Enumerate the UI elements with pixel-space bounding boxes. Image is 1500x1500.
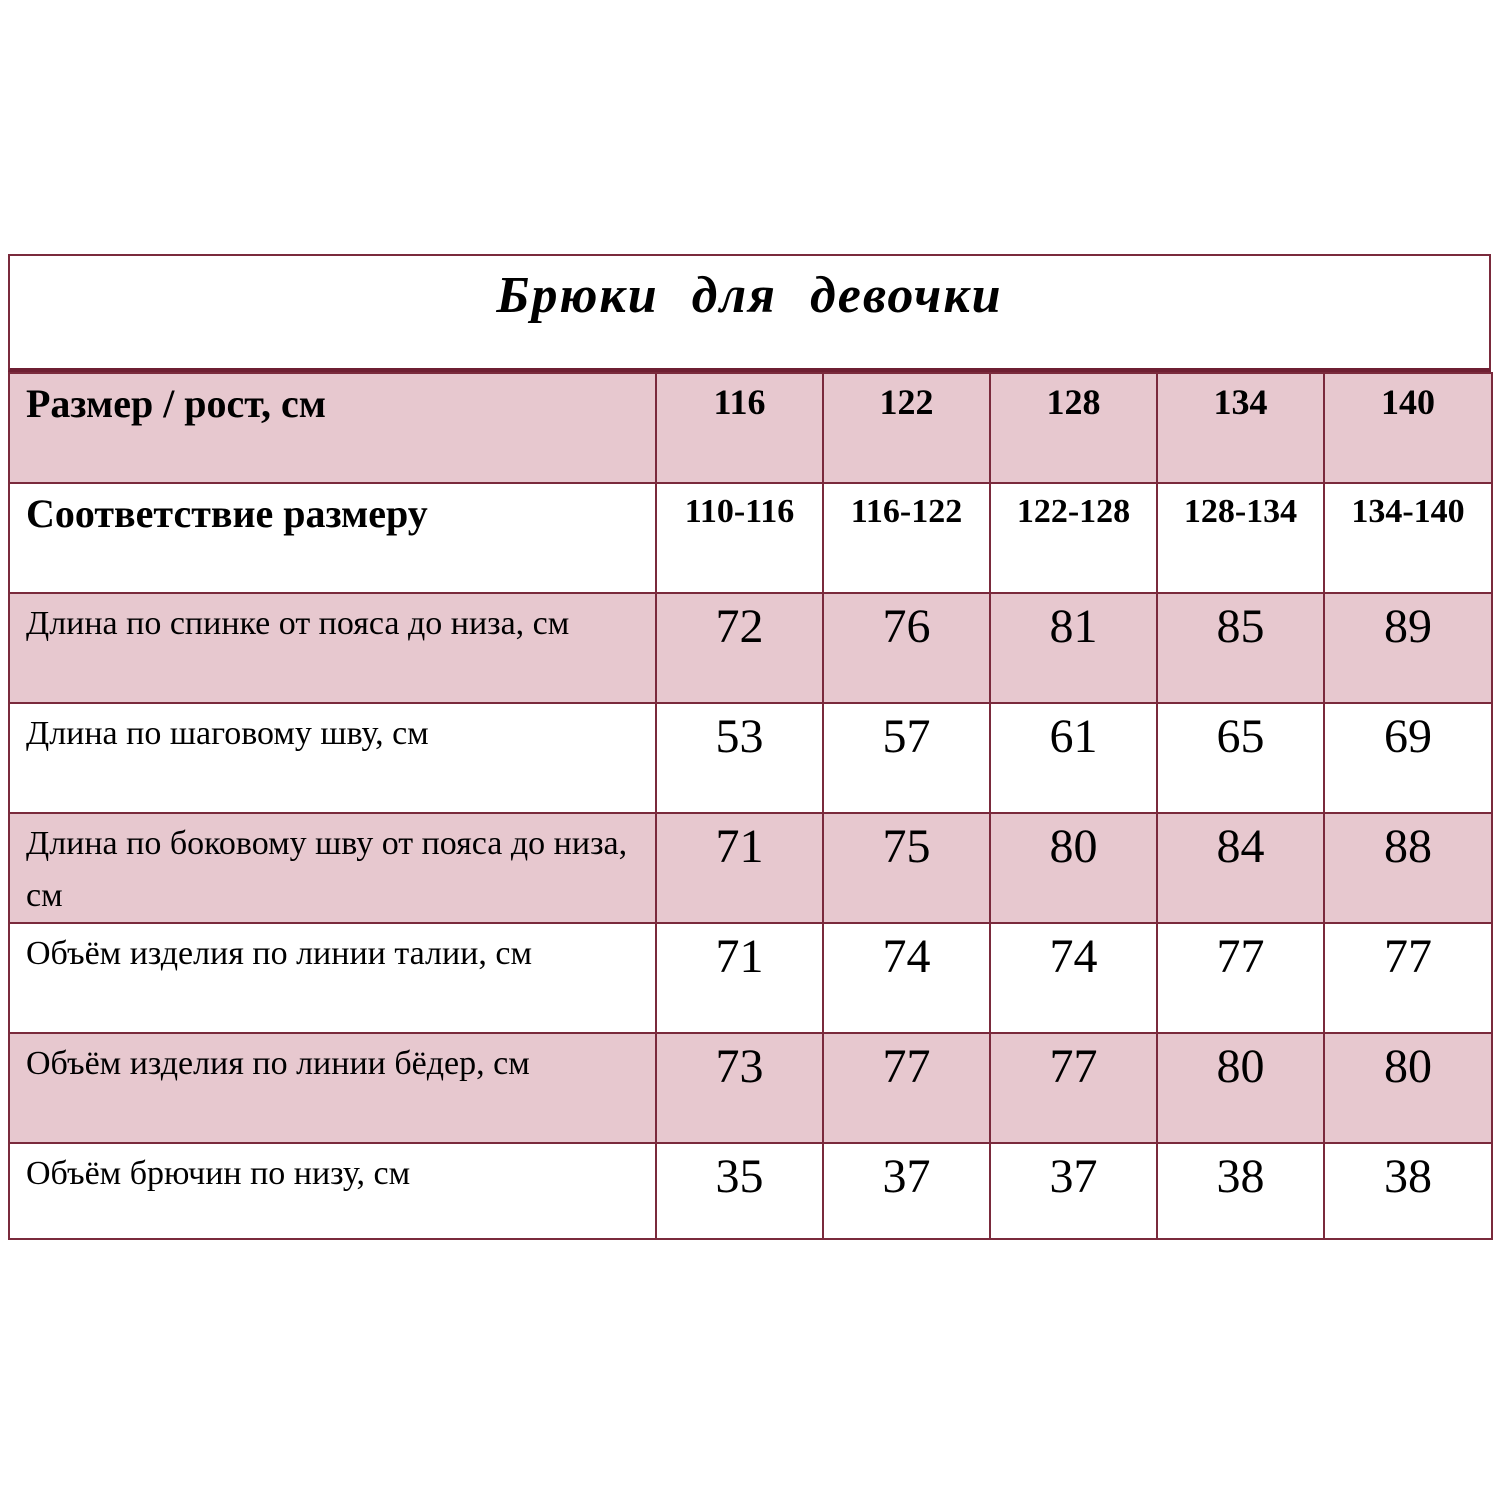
value-cell: 38 [1157,1143,1324,1239]
value-cell: 84 [1157,813,1324,923]
range-cell: 110-116 [656,483,823,593]
chart-title: Брюки для девочки [496,267,1003,324]
range-cell: 128-134 [1157,483,1324,593]
table-row [9,703,1492,813]
value-cell: 35 [656,1143,823,1239]
row-label: Длина по боковому шву от пояса до низа, см [9,813,656,923]
size-chart [8,254,1491,1240]
row-label: Размер / рост, см [9,373,656,483]
row-label: Объём брючин по низу, см [9,1143,656,1239]
table-row [9,923,1492,1033]
value-cell: 72 [656,593,823,703]
value-cell: 37 [823,1143,990,1239]
value-cell: 38 [1324,1143,1492,1239]
value-cell: 77 [823,1033,990,1143]
value-cell: 76 [823,593,990,703]
value-cell: 71 [656,923,823,1033]
value-cell: 61 [990,703,1157,813]
size-cell: 140 [1324,373,1492,483]
value-cell: 77 [1324,923,1492,1033]
size-cell: 116 [656,373,823,483]
value-cell: 81 [990,593,1157,703]
value-cell: 71 [656,813,823,923]
value-cell: 69 [1324,703,1492,813]
size-cell: 122 [823,373,990,483]
row-label: Соответствие размеру [9,483,656,593]
value-cell: 74 [990,923,1157,1033]
value-cell: 65 [1157,703,1324,813]
table-row [9,593,1492,703]
row-label: Объём изделия по линии бёдер, см [9,1033,656,1143]
value-cell: 85 [1157,593,1324,703]
value-cell: 80 [1324,1033,1492,1143]
size-cell: 134 [1157,373,1324,483]
value-cell: 77 [1157,923,1324,1033]
value-cell: 75 [823,813,990,923]
range-cell: 116-122 [823,483,990,593]
value-cell: 80 [1157,1033,1324,1143]
table-row-range [9,483,1492,593]
row-label: Объём изделия по линии талии, см [9,923,656,1033]
row-label: Длина по спинке от пояса до низа, см [9,593,656,703]
table-row-size [9,373,1492,483]
value-cell: 77 [990,1033,1157,1143]
table-row [9,1033,1492,1143]
title-box [8,254,1491,372]
value-cell: 74 [823,923,990,1033]
range-cell: 134-140 [1324,483,1492,593]
size-table [8,372,1493,1240]
size-cell: 128 [990,373,1157,483]
value-cell: 37 [990,1143,1157,1239]
value-cell: 88 [1324,813,1492,923]
range-cell: 122-128 [990,483,1157,593]
value-cell: 89 [1324,593,1492,703]
row-label: Длина по шаговому шву, см [9,703,656,813]
value-cell: 80 [990,813,1157,923]
value-cell: 53 [656,703,823,813]
value-cell: 57 [823,703,990,813]
value-cell: 73 [656,1033,823,1143]
table-row [9,813,1492,923]
table-row [9,1143,1492,1239]
